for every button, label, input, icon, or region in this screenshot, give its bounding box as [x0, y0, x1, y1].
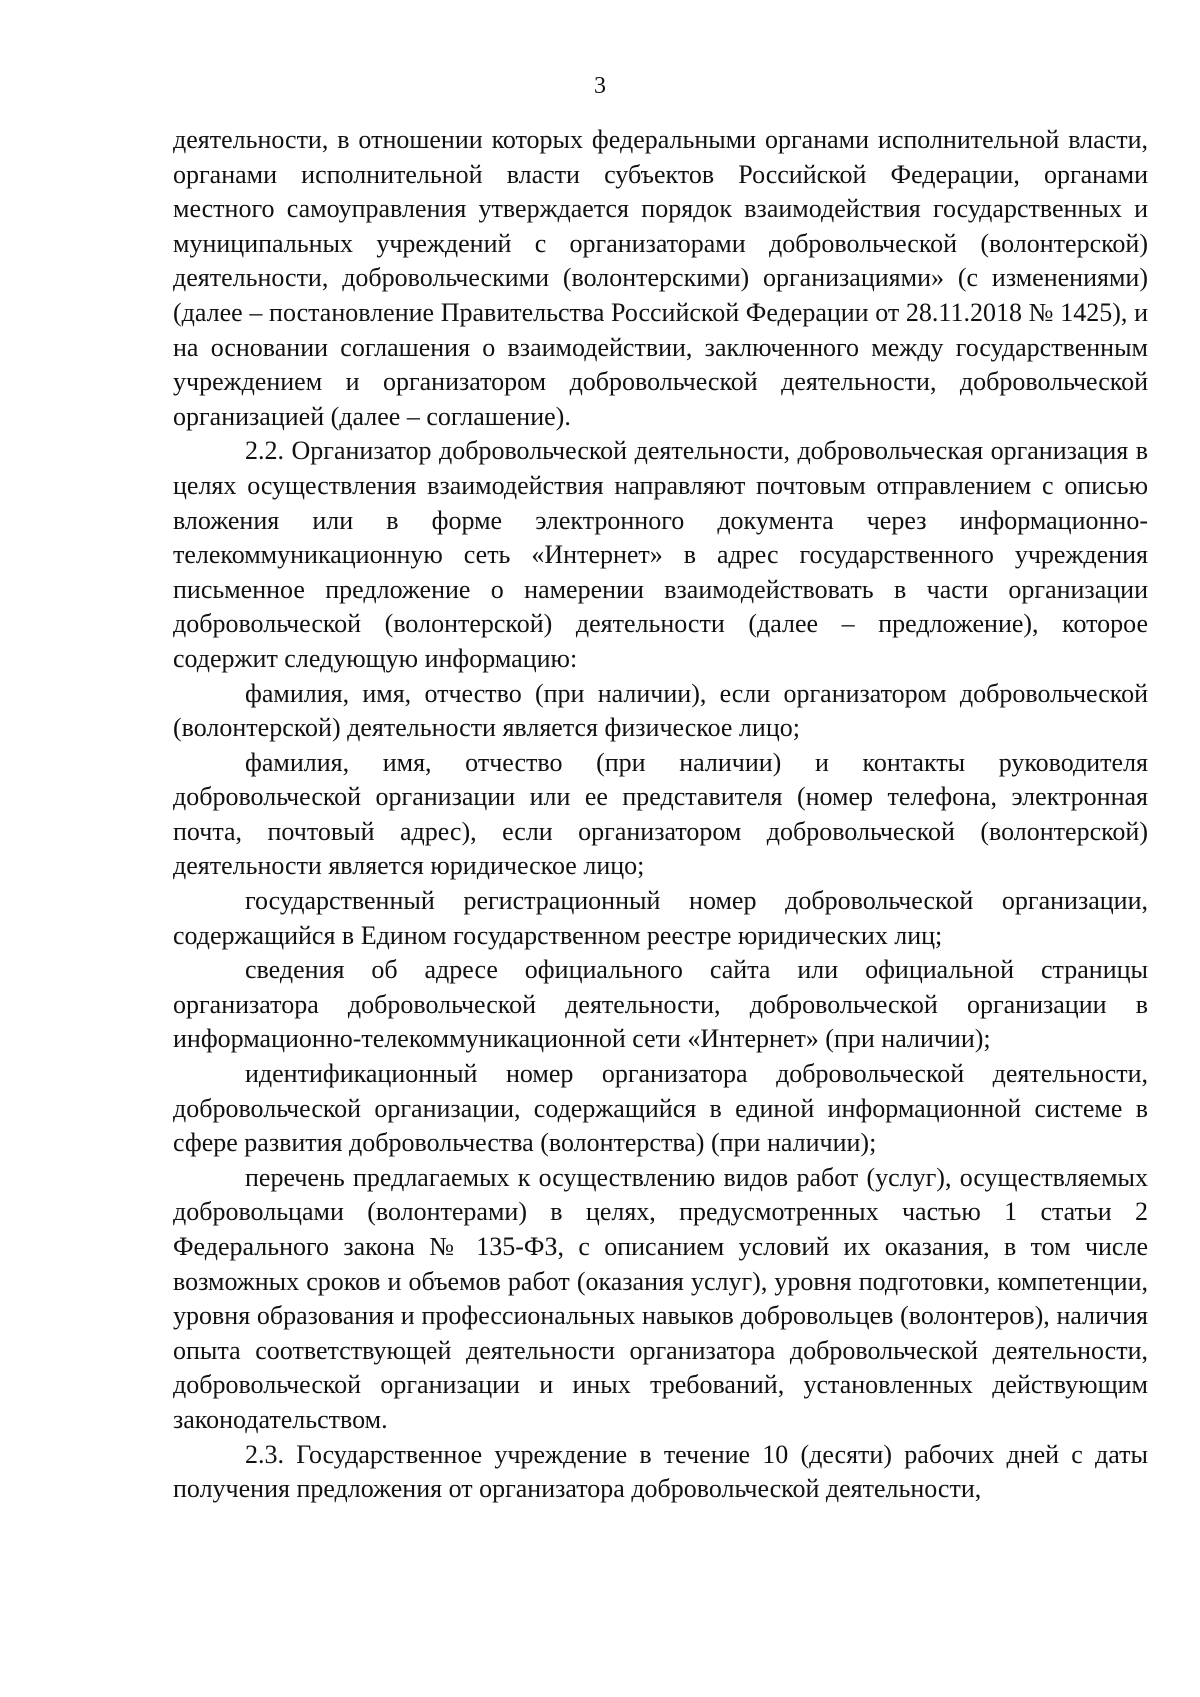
list-item-individual-name: фамилия, имя, отчество (при наличии), если организатором добровольческой (волонтерской) деятельности является физическое лицо; — [173, 678, 1148, 743]
list-item-work-types: перечень предлагаемых к осуществлению видов работ (услуг), осуществляемых добровольцами (волонтерами) в целях, предусмотренных частью 1 статьи 2 Федерального закона № 135-ФЗ, с описанием условий их оказания, в том числе возможных сроков и объемов работ (оказания услуг), уровня подготовки, компетенции, уровня образования и профессиональных навыков добровольцев (волонтеров), наличия опыта соответствующей деятельности организатора добровольческой деятельности, добровольческой организации и иных требований, установленных действующим законодательством. — [173, 1162, 1148, 1434]
list-item-registration-number: государственный регистрационный номер добровольческой организации, содержащийся в Едином государственном реестре юридических лиц; — [173, 886, 1148, 950]
list-item-leader-contacts: фамилия, имя, отчество (при наличии) и контакты руководителя добровольческой организации или ее представителя (номер телефона, электронная почта, почтовый адрес), если организатором добровольческой (волонтерской) деятельности является юридическое лицо; — [173, 747, 1148, 881]
paragraph-continuation: деятельности, в отношении которых федеральными органами исполнительной власти, органами исполнительной власти субъектов Российской Федерации, органами местного самоуправления утверждается порядок взаимодействия государственных и муниципальных учреждений с организаторами добровольческой (волонтерской) деятельности, добровольческими (волонтерскими) организациями» (с изменениями) (далее – постановление Правительства Российской Федерации от 28.11.2018 № 1425), и на основании соглашения о взаимодействии, заключенного между государственным учреждением и организатором добровольческой деятельности, добровольческой организацией (далее – соглашение). — [173, 125, 1148, 431]
document-body — [173, 123, 1148, 1507]
paragraph-clause-2-2: 2.2. Организатор добровольческой деятельности, добровольческая организация в целях осуществления взаимодействия направляют почтовым отправлением с описью вложения или в форме электронного документа через информационно-телекоммуникационную сеть «Интернет» в адрес государственного учреждения письменное предложение о намерении взаимодействовать в части организации добровольческой (волонтерской) деятельности (далее – предложение), которое содержит следующую информацию: — [173, 436, 1148, 673]
list-item-website-info: сведения об адресе официального сайта или официальной страницы организатора добровольческой деятельности, добровольческой организации в информационно-телекоммуникационной сети «Интернет» (при наличии); — [173, 955, 1148, 1054]
page-number: 3 — [594, 73, 606, 99]
list-item-identification-number: идентификационный номер организатора добровольческой деятельности, добровольческой организации, содержащийся в единой информационной системе в сфере развития добровольчества (волонтерства) (при наличии); — [173, 1059, 1148, 1158]
paragraph-clause-2-3: 2.3. Государственное учреждение в течение 10 (десяти) рабочих дней с даты получения предложения от организатора добровольческой деятельности, — [173, 1439, 1148, 1504]
